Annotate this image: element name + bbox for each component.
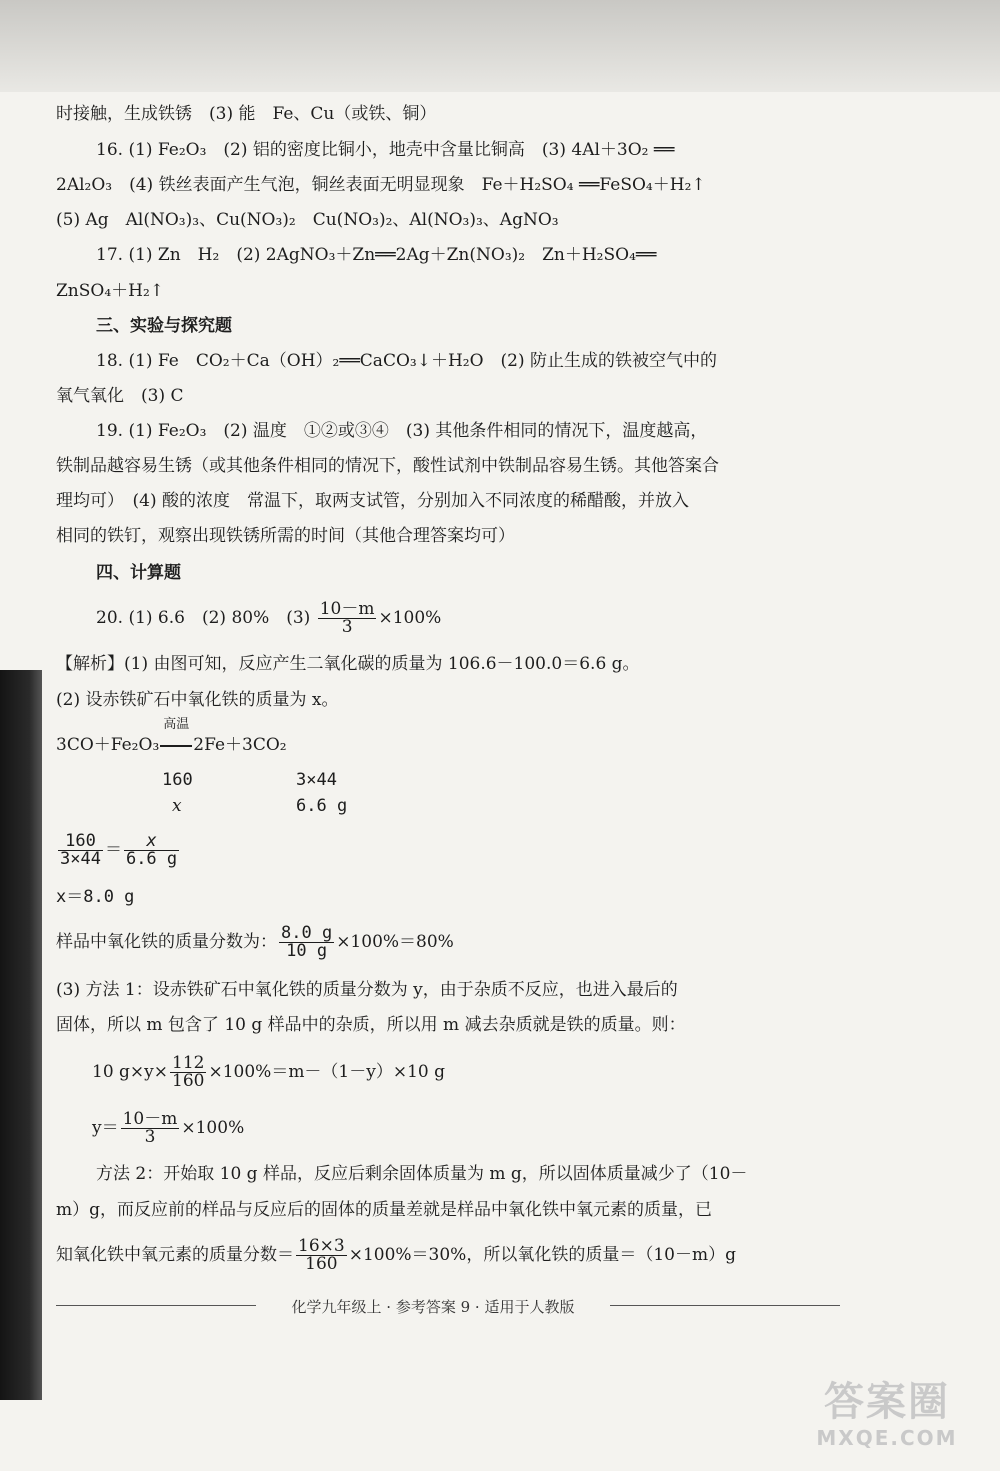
answer-part: ×100%: [378, 608, 442, 628]
text-part: y＝: [92, 1118, 119, 1138]
text-line: 2Al₂O₃ (4) 铁丝表面产生气泡，铜丝表面无明显现象 Fe＋H₂SO₄ ══FeSO₄＋H₂↑: [56, 175, 706, 195]
equation-line: [92, 1052, 445, 1092]
proportion-equation: [56, 830, 181, 870]
text-part: ×100%＝m－（1－y）×10 g: [208, 1062, 446, 1082]
fraction-denominator: 10 g: [286, 941, 328, 961]
fraction-numerator: 10－m: [319, 599, 375, 619]
text-part: ×100%＝30%，所以氧化铁的质量＝（10－m）g: [348, 1245, 736, 1265]
watermark-logo: [792, 1378, 982, 1458]
text-line: 氧气氧化 (3) C: [56, 386, 184, 406]
text-part: 10 g×y×: [92, 1062, 169, 1082]
text-line: 时接触，生成铁锈 (3) 能 Fe、Cu（或铁、铜）: [56, 104, 437, 124]
fraction: [124, 830, 179, 869]
equals-sign: ＝: [104, 840, 122, 860]
text-line: [96, 598, 441, 638]
text-line: 方法 2：开始取 10 g 样品，反应后剩余固体质量为 m g，所以固体质量减少了（10－: [96, 1164, 748, 1184]
watermark-text: 答案圈: [824, 1379, 950, 1425]
fraction-numerator: 112: [172, 1053, 205, 1073]
page-footer: 化学九年级上 · 参考答案 9 · 适用于人教版: [291, 1298, 575, 1316]
footer-rule-left: [56, 1305, 256, 1306]
fraction-numerator: 16×3: [298, 1236, 345, 1256]
watermark-site: MXQE.COM: [816, 1426, 958, 1450]
fraction-numerator: x: [124, 833, 179, 851]
text-line: 19. (1) Fe₂O₃ (2) 温度 ①②或③④ (3) 其他条件相同的情况下，温度越高，: [96, 421, 708, 441]
fraction-denominator: 160: [305, 1254, 338, 1274]
ratio-value: 3×44: [296, 770, 337, 790]
text-line: [56, 922, 454, 962]
text-line: 理均可） (4) 酸的浓度 常温下，取两支试管，分别加入不同浓度的稀醋酸，并放入: [56, 491, 689, 511]
fraction-numerator: 160: [58, 833, 103, 851]
fraction: [279, 925, 334, 960]
fraction-numerator: 10－m: [122, 1109, 178, 1129]
text-part: 样品中氧化铁的质量分数为：: [56, 932, 277, 952]
fraction-denominator: 3×44: [60, 848, 101, 869]
answer-part: 20. (1) 6.6 (2) 80% (3): [96, 608, 311, 628]
fraction-denominator: 3: [144, 1127, 156, 1147]
text-line: (2) 设赤铁矿石中氧化铁的质量为 x。: [56, 690, 339, 710]
fraction: [318, 601, 377, 636]
text-part: ×100%＝80%: [336, 932, 454, 952]
ratio-value: x: [172, 796, 182, 816]
section-heading: 四、计算题: [96, 563, 181, 583]
fraction: [296, 1238, 347, 1273]
text-line: (5) Ag Al(NO₃)₃、Cu(NO₃)₂ Cu(NO₃)₂、Al(NO₃)₃、AgNO₃: [56, 210, 559, 230]
fraction: [58, 830, 103, 869]
text-line: ZnSO₄＋H₂↑: [56, 281, 165, 301]
result-line: x＝8.0 g: [56, 887, 135, 907]
analysis-line: 【解析】(1) 由图可知，反应产生二氧化碳的质量为 106.6－100.0＝6.6 g。: [56, 654, 640, 674]
fraction-denominator: 6.6 g: [125, 848, 178, 869]
fraction-denominator: 3: [341, 617, 353, 637]
text-part: ×100%: [181, 1118, 245, 1138]
section-heading: 三、实验与探究题: [96, 316, 232, 336]
fraction: [121, 1111, 180, 1146]
equals-bar: [160, 745, 192, 747]
products: 2Fe＋3CO₂: [193, 735, 287, 755]
ratio-value: 160: [162, 770, 193, 790]
reactants: 3CO＋Fe₂O₃: [56, 735, 160, 755]
text-line: [56, 1235, 736, 1275]
footer-rule-right: [610, 1305, 840, 1306]
fraction-denominator: 160: [172, 1071, 205, 1091]
scan-left-edge: [0, 670, 42, 1400]
fraction-numerator: 8.0 g: [281, 923, 333, 943]
text-line: 相同的铁钉，观察出现铁锈所需的时间（其他合理答案均可）: [56, 526, 515, 546]
reaction-arrow: [159, 717, 193, 756]
text-part: 知氧化铁中氧元素的质量分数＝: [56, 1245, 294, 1265]
text-line: 18. (1) Fe CO₂＋Ca（OH）₂══CaCO₃↓＋H₂O (2) 防止生成的铁被空气中的: [96, 351, 718, 371]
equation-line: [92, 1108, 244, 1148]
ratio-value: 6.6 g: [296, 796, 348, 816]
text-line: m）g，而反应前的样品与反应后的固体的质量差就是样品中氧化铁中氧元素的质量，已: [56, 1200, 713, 1220]
text-line: 16. (1) Fe₂O₃ (2) 铝的密度比铜小，地壳中含量比铜高 (3) 4Al＋3O₂ ══: [96, 140, 675, 160]
scan-top-shadow: [0, 0, 1000, 92]
reaction-condition: 高温: [163, 717, 190, 732]
equation-line: [56, 717, 287, 756]
text-line: 铁制品越容易生锈（或其他条件相同的情况下，酸性试剂中铁制品容易生锈。其他答案合: [56, 456, 719, 476]
text-line: (3) 方法 1：设赤铁矿石中氧化铁的质量分数为 y，由于杂质不反应，也进入最后的: [56, 980, 678, 1000]
text-line: 固体，所以 m 包含了 10 g 样品中的杂质，所以用 m 减去杂质就是铁的质量。则：: [56, 1015, 686, 1035]
text-line: 17. (1) Zn H₂ (2) 2AgNO₃＋Zn══2Ag＋Zn(NO₃)₂ Zn＋H₂SO₄══: [96, 245, 657, 265]
fraction: [170, 1055, 206, 1090]
